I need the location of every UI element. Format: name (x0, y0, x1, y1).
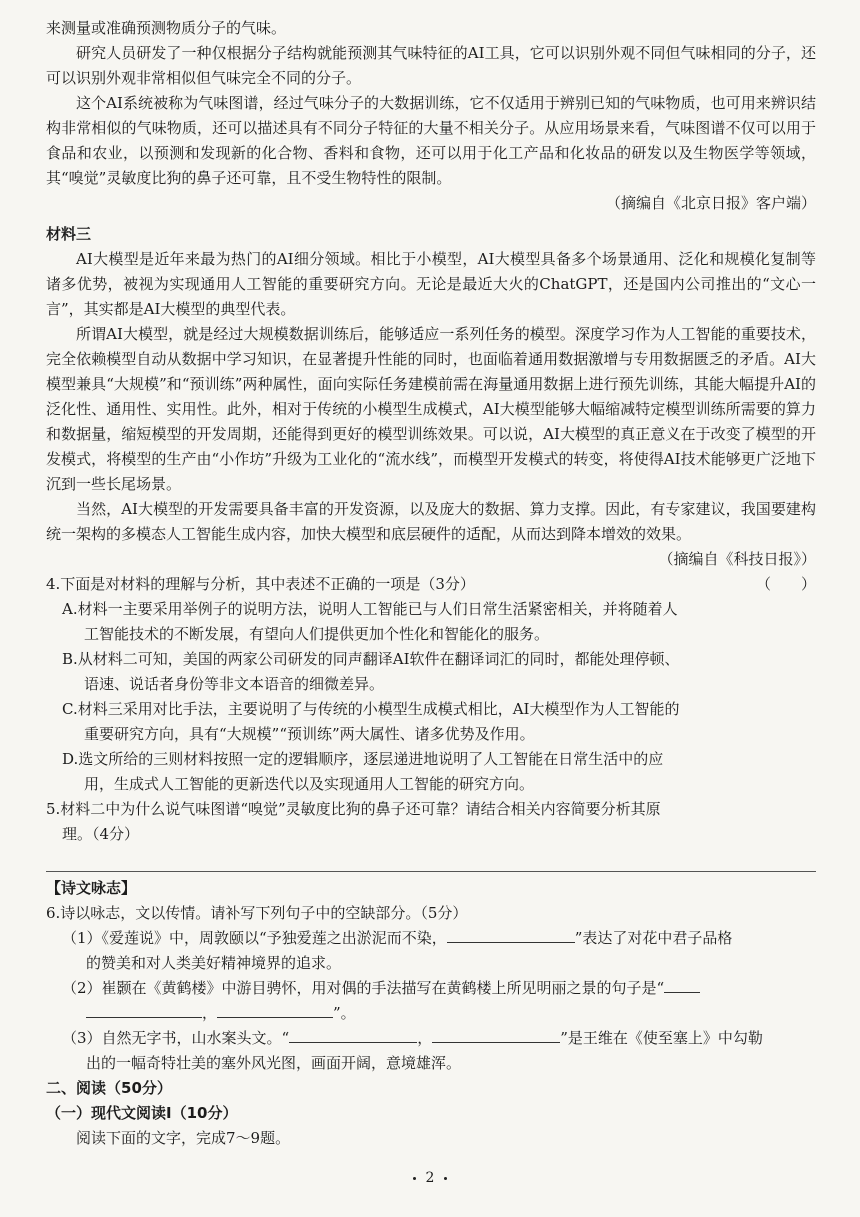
reading-section-title: 二、阅读（50分） (46, 1079, 172, 1097)
q5-answer-line[interactable] (46, 871, 816, 872)
q4-answer-bracket[interactable]: （ ） (755, 575, 816, 593)
q6-3-blank-1[interactable] (289, 1026, 417, 1043)
q6-2-b: ， (202, 1004, 218, 1022)
q4-option-c-l1: C.材料三采用对比手法，主要说明了与传统的小模型生成模式相比，AI大模型作为人工智能的 (62, 700, 680, 718)
mat3-title: 材料三 (46, 225, 92, 243)
q4-option-c[interactable] (46, 697, 816, 747)
mat2-p0: 来测量或准确预测物质分子的气味。 (46, 19, 287, 37)
q6-1-a: （1）《爱莲说》中，周敦颐以“予独爱莲之出淤泥而不染， (62, 929, 447, 947)
q5-l2: 理。（4分） (62, 825, 140, 843)
mat3-p3: 当然，AI大模型的开发需要具备丰富的开发资源，以及庞大的数据、算力支撑。因此，有专家建议，我国要建构统一架构的多模态人工智能生成内容，加快大模型和底层硬件的适配，从而达到降本增效的效果。 (46, 500, 816, 543)
mat3-p2: 所谓AI大模型，就是经过大规模数据训练后，能够适应一系列任务的模型。深度学习作为人工智能的重要技术，完全依赖模型自动从数据中学习知识，在显著提升性能的同时，也面临着通用数据激增与专用数据匮乏的矛盾。AI大模型兼具“大规模”和“预训练”两种属性，面向实际任务建模前需在海量通用数据上进行预先训练，其能大幅提升AI的泛化性、通用性、实用性。此外，相对于传统的小模型生成模式，AI大模型能够大幅缩减特定模型训练所需要的算力和数据量，缩短模型的开发周期，还能得到更好的模型训练效果。可以说，AI大模型的真正意义在于改变了模型的开发模式，将模型的生产由“小作坊”升级为工业化的“流水线”，而模型开发模式的转变，将使得AI技术能够更广泛地下沉到一些长尾场景。 (46, 325, 816, 493)
q6-2-blank-start[interactable] (664, 976, 700, 993)
page-number-dot-left (413, 1177, 416, 1180)
q4-option-b-l2: 语速、说话者身份等非文本语音的细微差异。 (84, 675, 385, 693)
q4-option-a-l1: A.材料一主要采用举例子的说明方法，说明人工智能已与人们日常生活紧密相关，并将随着人 (62, 600, 678, 618)
q6-1-c: 的赞美和对人类美好精神境界的追求。 (86, 954, 342, 972)
page-number-text: 2 (425, 1170, 435, 1186)
q4-option-d[interactable] (46, 747, 816, 797)
q6-3-d: 出的一幅奇特壮美的塞外风光图，画面开阔，意境雄浑。 (86, 1054, 462, 1072)
q6-item-3 (46, 1026, 816, 1076)
q6-3-a: （3）自然无字书，山水案头文。“ (62, 1029, 290, 1047)
reading-instruction: 阅读下面的文字，完成7～9题。 (76, 1129, 291, 1147)
q6-1-b: ”表达了对花中君子品格 (574, 929, 733, 947)
q4-option-a-l2: 工智能技术的不断发展，有望向人们提供更加个性化和智能化的服务。 (84, 625, 550, 643)
q6-item-2 (46, 976, 816, 1026)
page-number-dot-right (444, 1177, 447, 1180)
q6-2-blank-1[interactable] (86, 1001, 202, 1018)
mat3-p1: AI大模型是近年来最为热门的AI细分领域。相比于小模型，AI大模型具备多个场景通用、泛化和规模化复制等诸多优势，被视为实现通用人工智能的重要研究方向。无论是最近大火的ChatGPT，还是国内公司推出的“文心一言”，其实都是AI大模型的典型代表。 (46, 250, 816, 318)
question-5 (46, 797, 816, 847)
q6-item-1 (46, 926, 816, 976)
q6-2-blank-2[interactable] (217, 1001, 333, 1018)
q4-option-b-l1: B.从材料二可知，美国的两家公司研发的同声翻译AI软件在翻译词汇的同时，都能处理停顿、 (62, 650, 680, 668)
q6-3-c: ”是王维在《使至塞上》中勾勒 (560, 1029, 763, 1047)
q4-option-d-l2: 用，生成式人工智能的更新迭代以及实现通用人工智能的研究方向。 (84, 775, 535, 793)
question-4-stem (46, 572, 816, 597)
page-number (0, 1166, 860, 1191)
q4-option-c-l2: 重要研究方向，具有“大规模”“预训练”两大属性、诸多优势及作用。 (84, 725, 535, 743)
q6-2-c: ”。 (333, 1004, 356, 1022)
mat2-p2: 这个AI系统被称为气味图谱，经过气味分子的大数据训练，它不仅适用于辨别已知的气味物质，也可用来辨识结构非常相似的气味物质，还可以描述具有不同分子特征的大量不相关分子。从应用场景来看，气味图谱不仅可以用于食品和农业，以预测和发现新的化合物、香料和食物，还可以用于化工产品和化妆品的研发以及生物医学等领域，其“嗅觉”灵敏度比狗的鼻子还可靠，且不受生物特性的限制。 (46, 94, 816, 187)
mat3-source: （摘编自《科技日报》） (658, 550, 816, 568)
q4-stem-text: 4.下面是对材料的理解与分析，其中表述不正确的一项是（3分） (46, 575, 475, 593)
q4-option-b[interactable] (46, 647, 816, 697)
poem-section-header: 【诗文咏志】 (46, 879, 137, 897)
q6-3-blank-2[interactable] (432, 1026, 560, 1043)
mat2-source: （摘编自《北京日报》客户端） (605, 194, 816, 212)
q4-option-d-l1: D.选文所给的三则材料按照一定的逻辑顺序，逐层递进地说明了人工智能在日常生活中的应 (62, 750, 664, 768)
q6-stem: 6.诗以咏志，文以传情。请补写下列句子中的空缺部分。（5分） (46, 904, 468, 922)
q5-l1: 5.材料二中为什么说气味图谱“嗅觉”灵敏度比狗的鼻子还可靠？请结合相关内容简要分析其原 (46, 800, 661, 818)
mat2-p1: 研究人员研发了一种仅根据分子结构就能预测其气味特征的AI工具，它可以识别外观不同但气味相同的分子，还可以识别外观非常相似但气味完全不同的分子。 (46, 44, 816, 87)
q6-1-blank[interactable] (447, 926, 575, 943)
reading-subsection-title: （一）现代文阅读Ⅰ（10分） (46, 1104, 238, 1122)
q6-3-b: ， (417, 1029, 433, 1047)
q4-option-a[interactable] (46, 597, 816, 647)
q6-2-a: （2）崔颢在《黄鹤楼》中游目骋怀，用对偶的手法描写在黄鹤楼上所见明丽之景的句子是“ (62, 979, 665, 997)
